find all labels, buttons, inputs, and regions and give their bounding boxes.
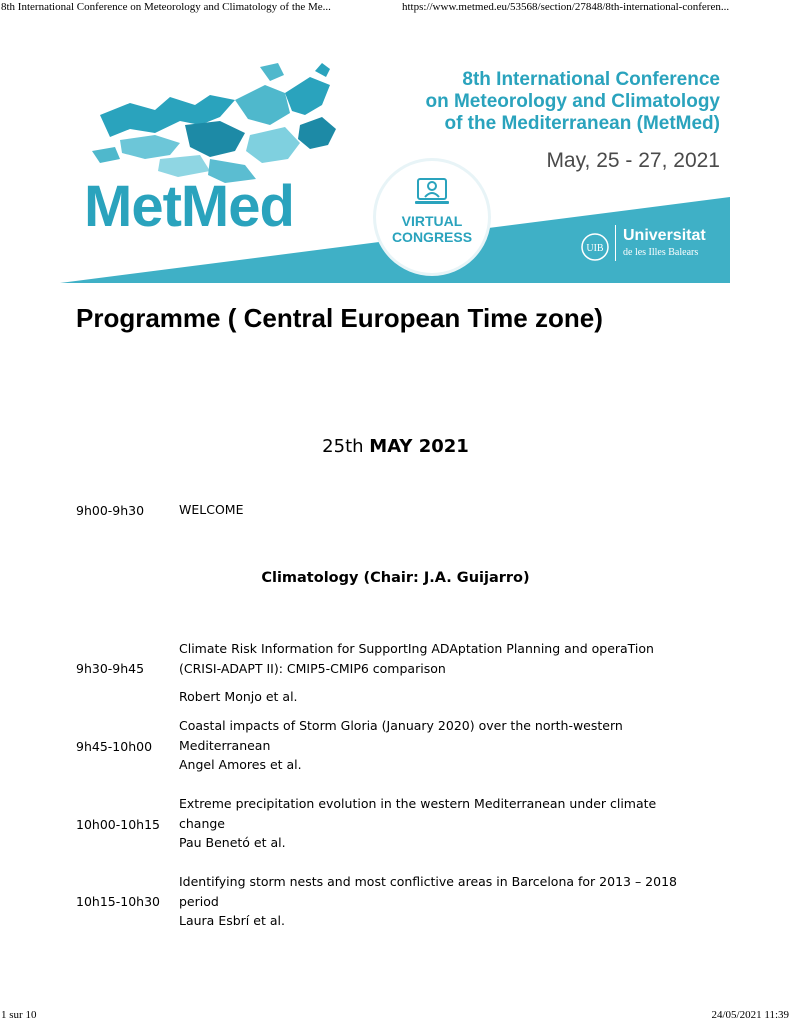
- programme-title: Programme ( Central European Time zone): [76, 303, 603, 333]
- page-number: 1 sur 10: [1, 1009, 37, 1021]
- conference-banner: [60, 55, 730, 283]
- uib-seal-text: UIB: [586, 243, 604, 254]
- print-header: [0, 0, 791, 16]
- metmed-logo: MetMed: [84, 174, 294, 239]
- talk-author: Angel Amores et al.: [179, 757, 302, 772]
- day-month-year: MAY 2021: [369, 436, 469, 457]
- talk-time: 9h30-9h45: [76, 661, 145, 676]
- virtual-congress-badge: [376, 161, 488, 273]
- page-url-header: https://www.metmed.eu/53568/section/27848/8th-international-conferen...: [402, 1, 730, 13]
- conference-title-line: of the Mediterranean (MetMed): [444, 113, 720, 134]
- talk-title-line: change: [179, 815, 226, 831]
- talk-title: [179, 716, 719, 775]
- talk-author: Robert Monjo et al.: [179, 689, 298, 704]
- talk-author: Laura Esbrí et al.: [179, 913, 285, 928]
- welcome-label: WELCOME: [179, 502, 244, 517]
- conference-dates: May, 25 - 27, 2021: [546, 149, 720, 172]
- talk-title: [179, 639, 719, 678]
- session-title: Climatology (Chair: J.A. Guijarro): [261, 570, 530, 586]
- talk-author: Pau Benetó et al.: [179, 835, 286, 850]
- talk-title-line: Coastal impacts of Storm Gloria (January 2020) over the north-western: [179, 718, 623, 733]
- talk-time: 10h00-10h15: [76, 817, 160, 832]
- print-timestamp: 24/05/2021 11:39: [711, 1009, 789, 1021]
- conference-title-line: 8th International Conference: [462, 69, 720, 90]
- day-heading: [0, 436, 791, 457]
- talk-time: 9h45-10h00: [76, 739, 153, 754]
- talk-title-line: period: [179, 893, 219, 909]
- talk-title-line: Mediterranean: [179, 737, 271, 753]
- university-divider: [615, 225, 616, 261]
- talk-time: 10h15-10h30: [76, 894, 160, 909]
- university-subtitle: de les Illes Balears: [623, 247, 699, 258]
- laptop-user-icon: [414, 175, 450, 209]
- badge-line: CONGRESS: [391, 229, 473, 245]
- conference-title: [400, 69, 720, 135]
- mediterranean-map-icon: [92, 63, 336, 183]
- day-number: 25th: [322, 436, 364, 457]
- talk-title-line: (CRISI-ADAPT II): CMIP5-CMIP6 comparison: [179, 660, 446, 676]
- page-title-header: 8th International Conference on Meteorology and Climatology of the Me...: [1, 1, 331, 13]
- university-name: Universitat: [623, 227, 706, 244]
- talk-title: [179, 872, 719, 931]
- talk-title-line: Identifying storm nests and most conflictive areas in Barcelona for 2013 – 2018: [179, 874, 677, 889]
- badge-line: VIRTUAL: [401, 213, 463, 229]
- uib-seal-icon: [580, 232, 610, 262]
- talk-title-line: Climate Risk Information for SupportIng ADAptation Planning and operaTion: [179, 641, 654, 656]
- welcome-time: 9h00-9h30: [76, 503, 145, 518]
- talk-title-line: Extreme precipitation evolution in the western Mediterranean under climate: [179, 796, 657, 811]
- conference-title-line: on Meteorology and Climatology: [425, 91, 720, 112]
- talk-title: [179, 794, 719, 853]
- print-footer: [0, 1009, 791, 1023]
